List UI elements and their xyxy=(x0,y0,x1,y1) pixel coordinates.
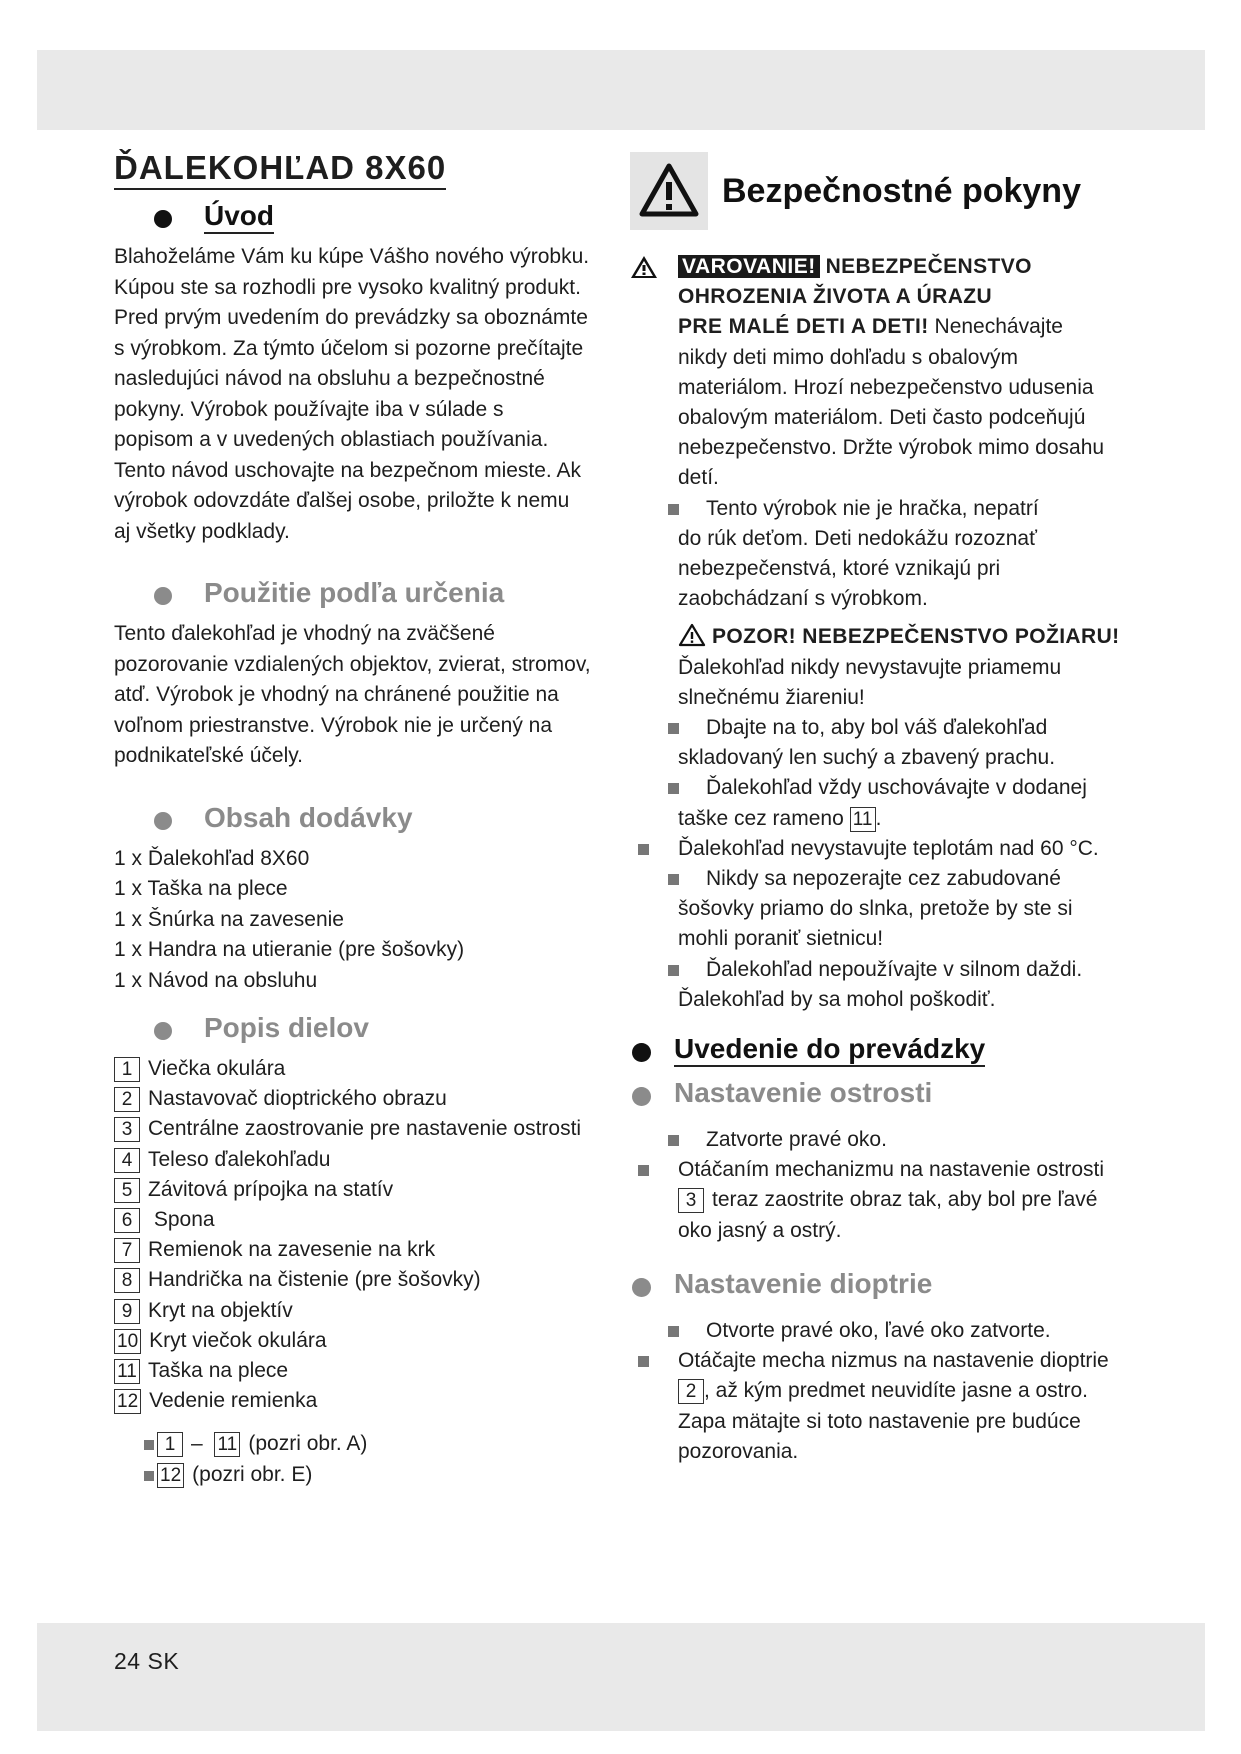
list-item: Tento výrobok nie je hračka, nepatrí do rúk deťom. Deti nedokážu rozoznať nebezpečenstvá, ktoré vznikajú pri zaobchádzaní s výrobkom. xyxy=(630,494,1190,615)
left-column xyxy=(114,148,624,1490)
bullet-dot-icon xyxy=(632,1087,651,1106)
bullet-square-icon xyxy=(668,783,679,794)
part-number: 8 xyxy=(114,1268,140,1293)
part-number: 10 xyxy=(114,1329,141,1354)
bullet-dot-icon xyxy=(154,210,172,228)
list-item: Nikdy sa nepozerajte cez zabudované šošovky priamo do slnka, pretože by ste si mohli poraniť sietnicu! xyxy=(630,864,1190,955)
section-focus-heading: Nastavenie ostrosti xyxy=(582,1075,1190,1119)
bullet-square-icon xyxy=(638,1356,649,1367)
part-number: 1 xyxy=(114,1057,140,1082)
usage-text: Tento ďalekohľad je vhodný na zväčšené pozorovanie vzdialených objektov, zvierat, stromov, atď. Výrobok je vhodný na chránené použitie na voľnom priestranstve. Výrobok nie je určený na podnikateľské účely. xyxy=(114,622,591,767)
section-startup-heading: Uvedenie do prevádzky xyxy=(582,1031,1190,1075)
section-parts-heading: Popis dielov xyxy=(154,1008,624,1054)
list-item: 8 Handrička na čistenie (pre šošovky) xyxy=(114,1265,624,1295)
bullet-square-icon xyxy=(668,723,679,734)
list-item: Ďalekohľad nevystavujte teplotám nad 60 °C. xyxy=(630,834,1190,864)
list-item: 7 Remienok na zavesenie na krk xyxy=(114,1235,624,1265)
footer-band xyxy=(37,1623,1205,1731)
list-item: 6 Spona xyxy=(114,1205,624,1235)
list-item: 11 Taška na plece xyxy=(114,1356,624,1386)
bullet-square-icon xyxy=(668,504,679,515)
list-item: Dbajte na to, aby bol váš ďalekohľad skladovaný len suchý a zbavený prachu. xyxy=(630,713,1190,773)
list-item: 1 x Šnúrka na zavesenie xyxy=(114,907,344,931)
list-item: 2 Nastavovač dioptrického obrazu xyxy=(114,1084,624,1114)
fire-warning: POZOR! NEBEZPEČENSTVO POŽIARU! Ďalekohľad nikdy nevystavujte priamemu slnečnému žiareniu! xyxy=(678,625,1120,709)
contents-list xyxy=(114,844,624,997)
section-diopter-heading: Nastavenie dioptrie xyxy=(582,1266,1190,1310)
bullet-square-icon xyxy=(638,844,649,855)
figure-reference: 12 (pozri obr. E) xyxy=(144,1459,624,1490)
header-band xyxy=(37,50,1205,130)
section-usage-heading: Použitie podľa určenia xyxy=(154,573,624,619)
part-number: 2 xyxy=(114,1087,140,1112)
part-number: 7 xyxy=(114,1238,140,1263)
right-column xyxy=(630,152,1190,1467)
list-item: 9 Kryt na objektív xyxy=(114,1296,624,1326)
part-number: 3 xyxy=(114,1117,140,1142)
warning-children: VAROVANIE! NEBEZPEČENSTVO OHROZENIA ŽIVOTA A ÚRAZU PRE MALÉ DETI A DETI! Nenechávajte nikdy deti mimo dohľadu s obalovým materiálom. Hrozí nebezpečenstvo udusenia obalovým materiálom. Deti často podceňujú nebezpečenstvo. Držte výrobok mimo dosahu detí. xyxy=(630,252,1190,494)
list-item: 1 x Návod na obsluhu xyxy=(114,968,318,992)
list-item: Otvorte pravé oko, ľavé oko zatvorte. xyxy=(630,1316,1190,1346)
warning-badge: VAROVANIE! xyxy=(678,255,820,278)
list-item: 1 x Ďalekohľad 8X60 xyxy=(114,846,310,870)
page-number: 24 SK xyxy=(114,1648,180,1674)
list-item: Otáčajte mecha nizmus na nastavenie dioptrie 2 , až kým predmet neuvidíte jasne a ostro. Zapa mätajte si toto nastavenie pre budúce pozorovania. xyxy=(630,1346,1190,1467)
section-intro-heading: Úvod xyxy=(154,196,624,242)
bullet-square-icon xyxy=(144,1471,154,1481)
list-item: Ďalekohľad nepoužívajte v silnom daždi. Ďalekohľad by sa mohol poškodiť. xyxy=(630,955,1190,1015)
part-number: 11 xyxy=(114,1359,140,1384)
bullet-square-icon xyxy=(668,965,679,976)
figure-reference: 1 – 11 (pozri obr. A) xyxy=(144,1428,624,1459)
warning-triangle-icon xyxy=(678,623,706,647)
bullet-square-icon xyxy=(638,1165,649,1176)
section-contents-heading: Obsah dodávky xyxy=(154,798,624,844)
list-item: Ďalekohľad vždy uschovávajte v dodanej taške cez rameno 11 . xyxy=(630,773,1190,833)
warning-triangle-icon xyxy=(630,152,708,230)
bullet-dot-icon xyxy=(632,1278,651,1297)
bullet-square-icon xyxy=(668,1135,679,1146)
list-item: 1 x Handra na utieranie (pre šošovky) xyxy=(114,938,465,961)
intro-text: Blahoželáme Vám ku kúpe Vášho nového výrobku. Kúpou ste sa rozhodli pre vysoko kvalitný produkt. Pred prvým uvedením do prevádzky sa oboznámte s výrobkom. Za týmto účelom si pozorne prečítajte nasledujúci návod na obsluhu a bezpečnostné pokyny. Výrobok používajte iba v súlade s popisom a v uvedených oblastiach používania. Tento návod uschovajte na bezpečnom mieste. Ak výrobok odovzdáte ďalšej osobe, priložte k nemu aj všetky podklady. xyxy=(114,245,590,543)
bullet-square-icon xyxy=(668,874,679,885)
part-number: 6 xyxy=(114,1208,140,1233)
list-item: 10 Kryt viečok okulára xyxy=(114,1326,624,1356)
bullet-dot-icon xyxy=(154,812,172,830)
list-item: 1 x Taška na plece xyxy=(114,877,288,900)
part-number: 4 xyxy=(114,1148,140,1173)
list-item: Otáčaním mechanizmu na nastavenie ostrosti 3 teraz zaostrite obraz tak, aby bol pre ľavé oko jasný a ostrý. xyxy=(630,1155,1190,1246)
safety-heading: Bezpečnostné pokyny xyxy=(630,152,1190,244)
bullet-dot-icon xyxy=(154,587,172,605)
page-title: ĎALEKOHĽAD 8X60 xyxy=(114,148,446,190)
list-item: 4 Teleso ďalekohľadu xyxy=(114,1145,624,1175)
bullet-dot-icon xyxy=(632,1043,651,1062)
part-number: 5 xyxy=(114,1178,140,1203)
list-item: 1 Viečka okulára xyxy=(114,1054,624,1084)
list-item: 12 Vedenie remienka xyxy=(114,1386,624,1416)
warning-triangle-icon xyxy=(630,255,658,279)
part-number: 9 xyxy=(114,1299,140,1324)
part-number: 12 xyxy=(114,1389,141,1414)
list-item: Zatvorte pravé oko. xyxy=(630,1125,1190,1155)
bullet-square-icon xyxy=(668,1326,679,1337)
list-item: 3 Centrálne zaostrovanie pre nastavenie ostrosti xyxy=(114,1114,624,1144)
bullet-square-icon xyxy=(144,1440,154,1450)
parts-list xyxy=(114,1054,624,1416)
list-item: 5 Závitová prípojka na statív xyxy=(114,1175,624,1205)
bullet-dot-icon xyxy=(154,1022,172,1040)
